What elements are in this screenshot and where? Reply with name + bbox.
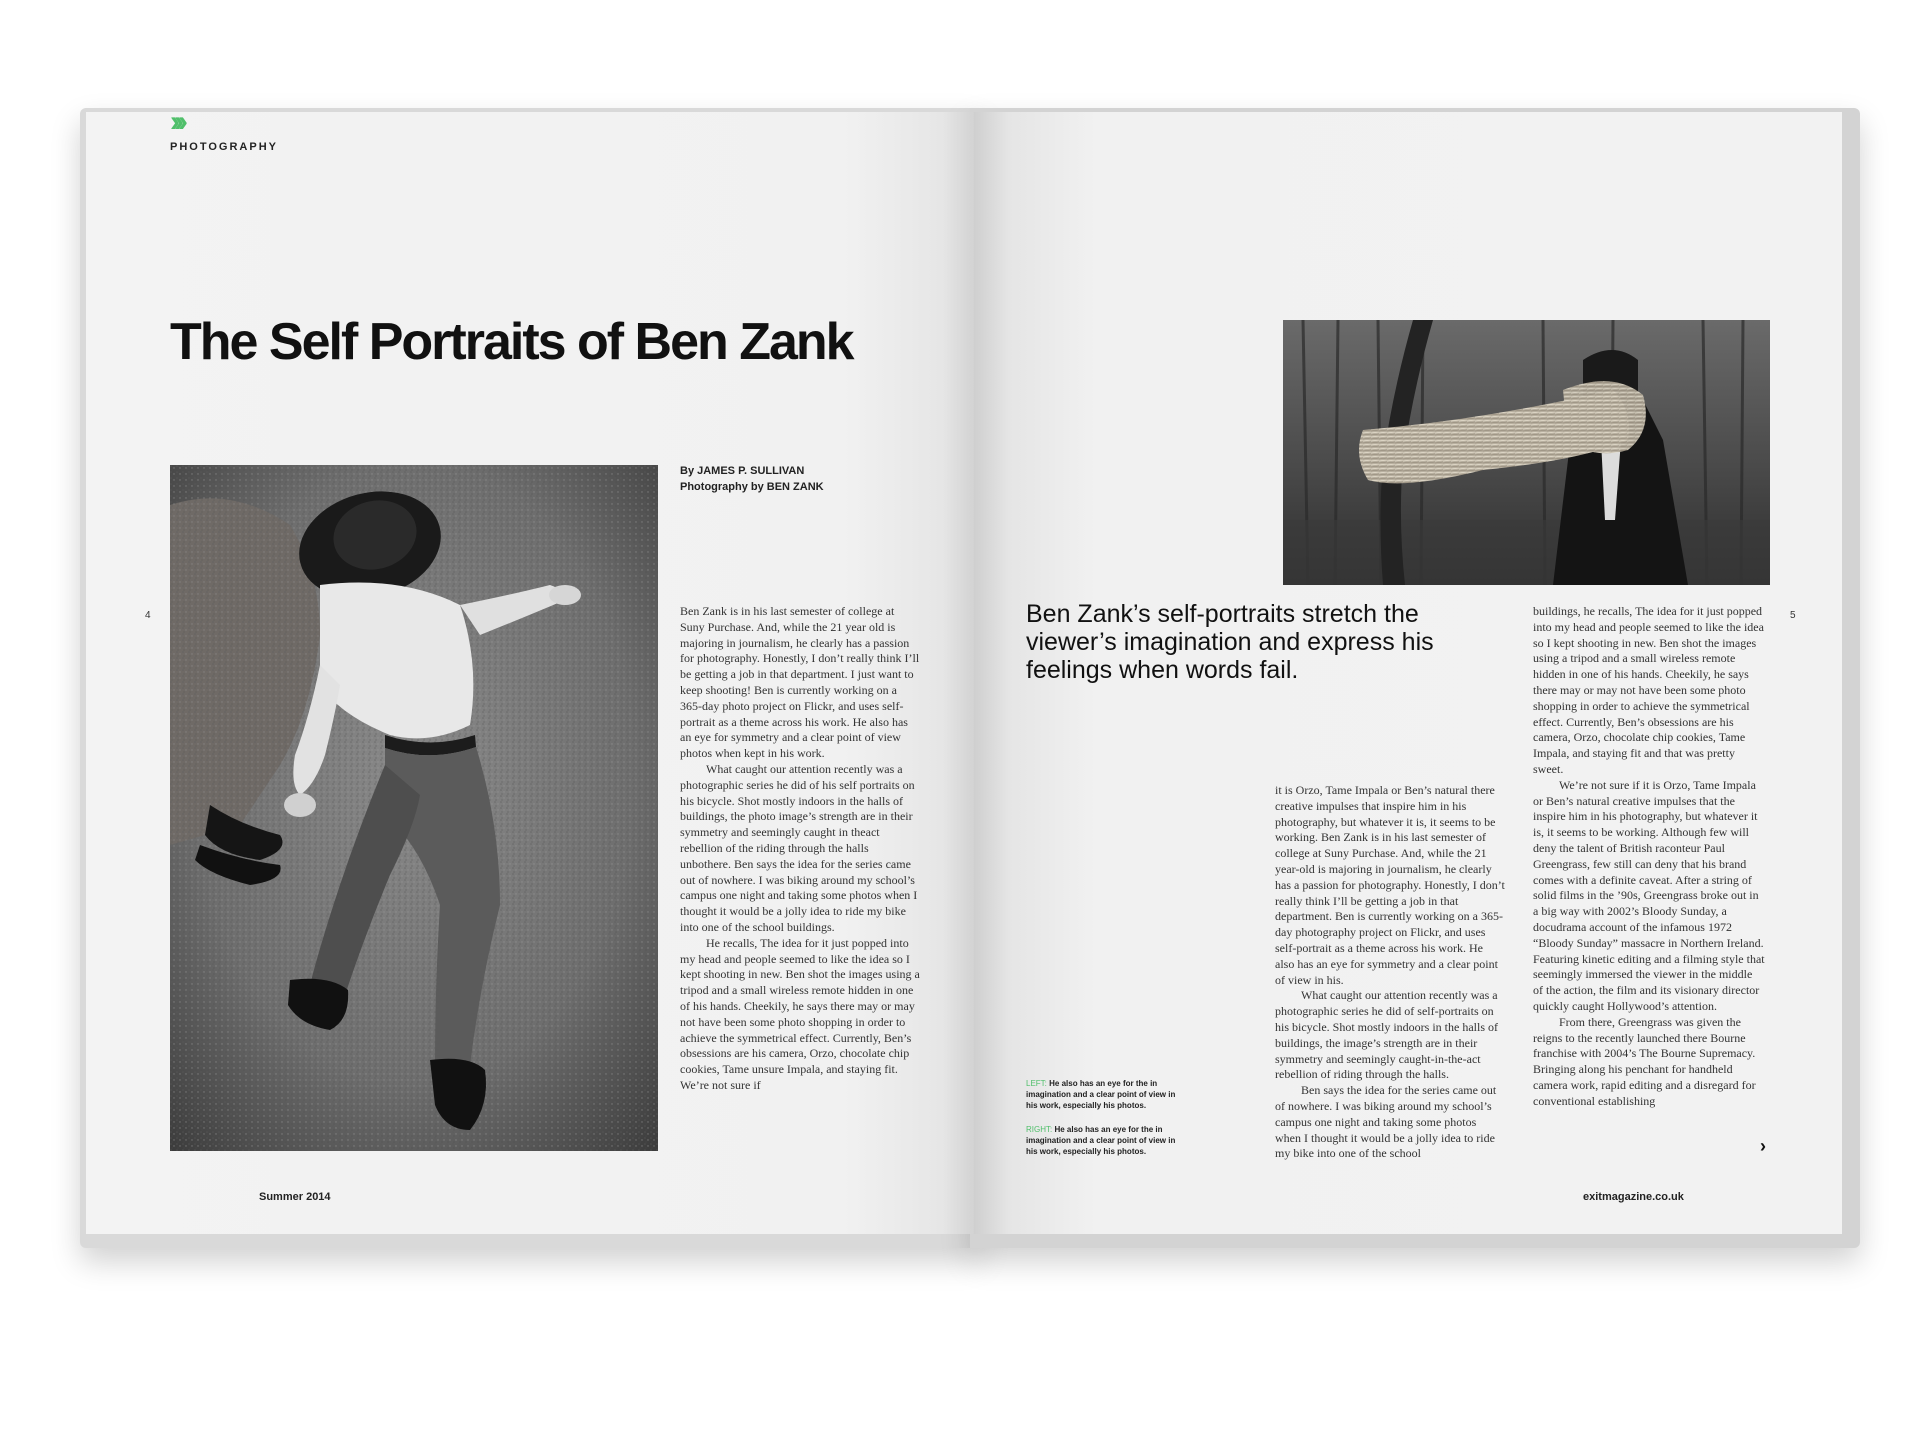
caption-right-text: He also has an eye for the in imagination and a clear point of view in his work, especially his photos. bbox=[1026, 1125, 1176, 1156]
paragraph: What caught our attention recently was a photographic series he did of his self portraits on his bicycle. Shot mostly indoors in the halls of buildings, the photo image’s strength are in their symmetry and seemingly caught in theact rebellion of the riding through the halls unbothere. Ben says the idea for the series came out of nowhere. I was biking around my school’s campus one night and taking some photos when I thought it would be a jolly idea to ride my bike into one of the school buildings. bbox=[680, 761, 918, 934]
paragraph: From there, Greengrass was given the reigns to the recently launched there Bourne franchise with 2004’s The Bourne Supremacy. Bringing along his penchant for handheld camera work, rapid editing and a disregard for conventional establishing bbox=[1533, 1014, 1756, 1108]
footer-website: exitmagazine.co.uk bbox=[1583, 1191, 1684, 1203]
caption-right bbox=[1026, 1124, 1181, 1157]
page-number-right: 5 bbox=[1790, 610, 1796, 621]
paragraph: Ben says the idea for the series came out of nowhere. I was biking around my school’s campus one night and taking some photos when I thought it would be a jolly idea to ride my bike into one of the school bbox=[1275, 1083, 1497, 1161]
byline-author: By JAMES P. SULLIVAN bbox=[680, 465, 805, 477]
page-number-left: 4 bbox=[145, 610, 151, 621]
body-column-2 bbox=[1275, 783, 1505, 1162]
article-headline: The Self Portraits of Ben Zank bbox=[170, 313, 853, 371]
paragraph: We’re not sure if it is Orzo, Tame Impala or Ben’s natural creative impulses that the inspire him in his photography, but whatever it is, it seems to be working. Although few will deny the talent of British raconteur Paul Greengrass, few still can deny that his brand comes with a definite caveat. After a string of solid films in the ’90s, Greengrass broke out in a big way with 2002’s Bloody Sunday, a docudrama account of the infamous 1972 “Bloody Sunday” massacre in Northern Ireland. Featuring kinetic editing and a filming style that seemingly immersed the viewer in the middle of the action, the film and its visionary director quickly caught Hollywood’s attention. bbox=[1533, 777, 1765, 1013]
paragraph: it is Orzo, Tame Impala or Ben’s natural there creative impulses that inspire him in his photography, but whatever it is, it seems to be working. Ben Zank is in his last semester of college at Suny Purchase. And, while the 21 year-old is majoring in journalism, he clearly has a passion for photography. Honestly, I don’t really think I’ll be getting a job in that department. Ben is currently working on a 365-day photography project on Flickr, and uses self-portrait as a theme across his work. He also has an eye for symmetry and a clear point of view in his. bbox=[1275, 783, 1505, 987]
photo-man-lying-on-grass bbox=[170, 465, 658, 1151]
paragraph: What caught our attention recently was a photographic series he did of self-portraits on his bicycle. Shot mostly indoors in the halls of buildings, the image’s strength are in their symmetry and seemingly caught-in-the-act rebellion of riding through the halls. bbox=[1275, 988, 1498, 1082]
paragraph: buildings, he recalls, The idea for it just popped into my head and people seemed to like the idea so I kept shooting in new. Ben shot the images using a tripod and a small wireless remote hidden in one of his hands. Cheekily, he says there may or may not have been some photo shopping in order to achieve the symmetrical effect. Currently, Ben’s obsessions are his camera, Orzo, chocolate chip cookies, Tame Impala, and staying fit and that was pretty sweet. bbox=[1533, 604, 1764, 776]
pull-quote: Ben Zank’s self-portraits stretch the viewer’s imagination and express his feelings when words fail. bbox=[1026, 600, 1434, 684]
byline-photographer: Photography by BEN ZANK bbox=[680, 481, 824, 493]
footer-issue: Summer 2014 bbox=[259, 1191, 331, 1203]
byline bbox=[680, 463, 824, 495]
section-chevrons-icon: ››› bbox=[170, 105, 182, 138]
caption-left-tag: LEFT: bbox=[1026, 1079, 1047, 1088]
photo-man-in-forest-with-rope bbox=[1283, 320, 1770, 585]
body-column-3 bbox=[1533, 604, 1765, 1110]
caption-right-tag: RIGHT: bbox=[1026, 1125, 1053, 1134]
continue-arrow-icon: › bbox=[1760, 1136, 1766, 1156]
section-label: PHOTOGRAPHY bbox=[170, 141, 278, 153]
caption-left-text: He also has an eye for the in imagination and a clear point of view in his work, especially his photos. bbox=[1026, 1079, 1176, 1110]
caption-left bbox=[1026, 1078, 1181, 1111]
paragraph: Ben Zank is in his last semester of college at Suny Purchase. And, while the 21 year old is majoring in journalism, he clearly has a passion for photography. Honestly, I don’t really think I’ll be getting a job in that department. I just want to keep shooting! Ben is currently working on a 365-day photo project on Flickr, and uses self-portrait as a theme across his work. He also has an eye for symmetry and a clear point of view photos when kept in his work. bbox=[680, 604, 920, 761]
body-column-1 bbox=[680, 604, 920, 1094]
paragraph: He recalls, The idea for it just popped into my head and people seemed to like the idea so I kept shooting in new. Ben shot the images using a tripod and a small wireless remote hidden in one of his hands. Cheekily, he says there may or may not have been some photo shopping in order to achieve the symmetrical effect. Currently, Ben’s obsessions are his camera, Orzo, chocolate chip cookies, Tame unsure Impala, and staying fit. We’re not sure if bbox=[680, 935, 920, 1092]
